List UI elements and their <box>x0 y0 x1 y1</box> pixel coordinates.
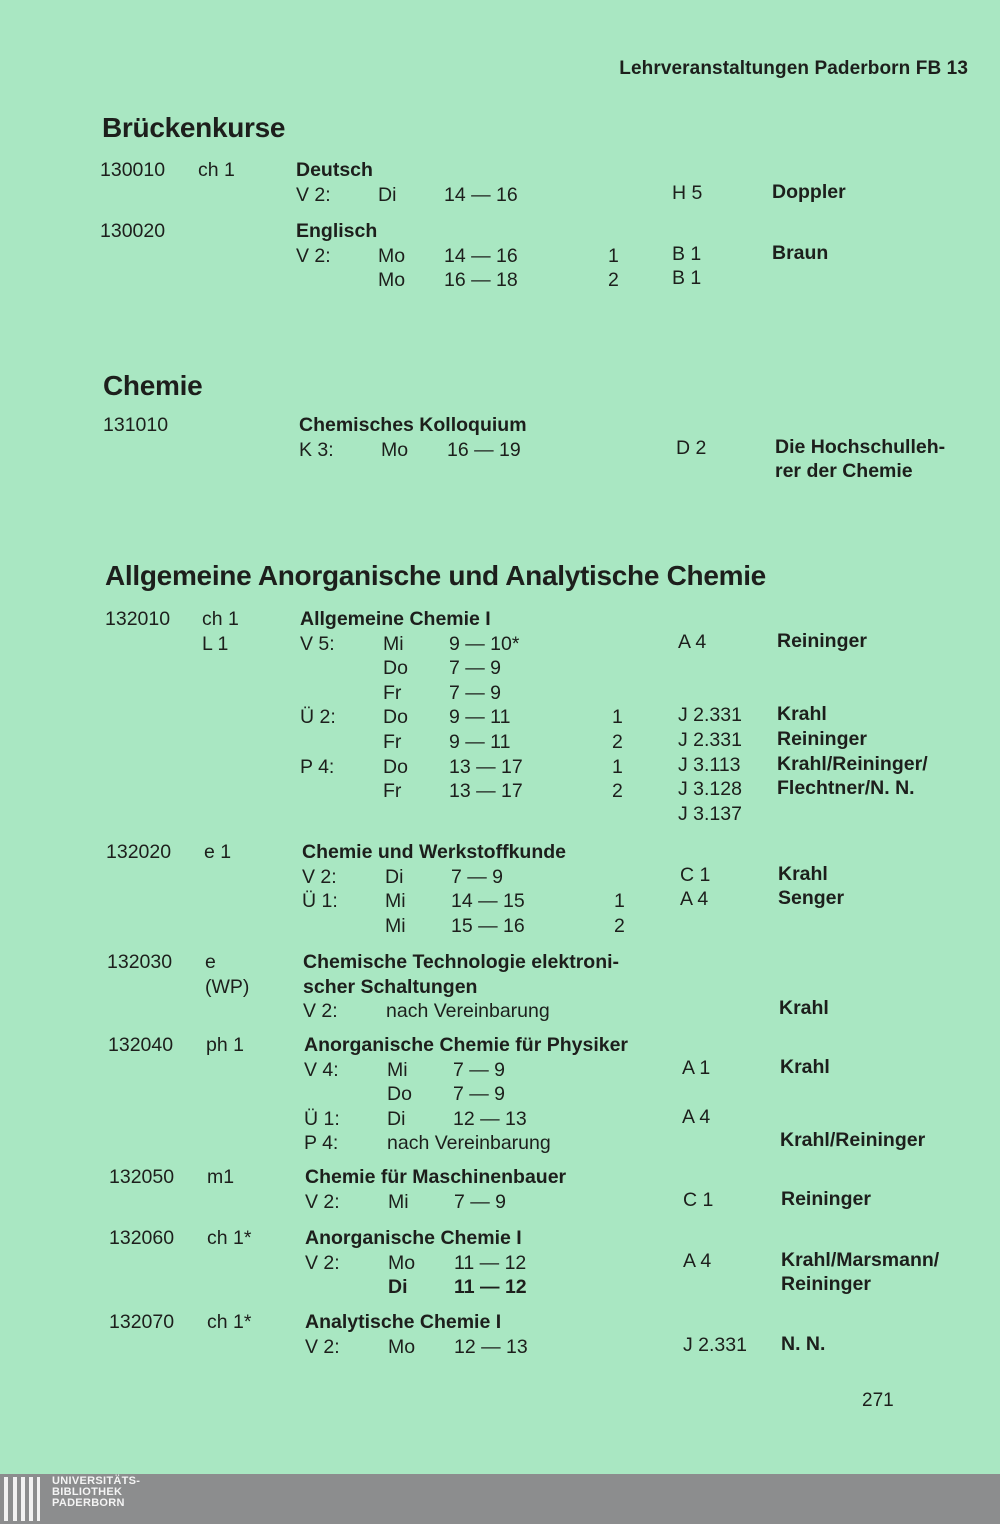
event-type: V 2: <box>296 244 331 267</box>
library-logo-icon <box>4 1477 46 1521</box>
event-day: Do <box>383 657 408 680</box>
library-logo-text: UNIVERSITÄTS- BIBLIOTHEK PADERBORN <box>52 1475 141 1509</box>
event-lecturer: Krahl/Reininger <box>780 1129 926 1152</box>
event-day: Mo <box>381 438 409 461</box>
course-title: Chemie für Maschinenbauer <box>305 1166 567 1188</box>
event-day: nach Vereinbarung <box>387 1132 551 1155</box>
event-day: Fr <box>383 681 402 704</box>
event-time: 13 — 17 <box>449 755 523 778</box>
course-title: scher Schaltungen <box>303 975 478 998</box>
course-code: ch 1* <box>207 1227 252 1249</box>
event-group: 2 <box>608 269 619 292</box>
event-room: J 2.331 <box>678 729 742 751</box>
event-day: Mi <box>385 914 406 937</box>
event-time: 7 — 9 <box>449 681 502 704</box>
event-group: 2 <box>612 780 623 803</box>
event-time: 12 — 13 <box>454 1335 528 1358</box>
course-number: 131010 <box>103 414 169 436</box>
event-day: Mi <box>383 632 404 655</box>
course-title: Allgemeine Chemie I <box>300 608 491 630</box>
event-day: Di <box>378 183 397 206</box>
event-day: Di <box>387 1107 406 1130</box>
event-room: C 1 <box>683 1188 714 1211</box>
course-title: Analytische Chemie I <box>305 1311 502 1333</box>
event-lecturer: Krahl <box>779 997 829 1020</box>
event-day: Mi <box>388 1190 409 1213</box>
event-time: 9 — 11 <box>449 731 511 753</box>
event-room: A 4 <box>683 1249 712 1272</box>
course-number: 132050 <box>109 1166 175 1188</box>
event-lecturer: Krahl <box>780 1055 830 1078</box>
course-title: Chemische Technologie elektroni- <box>303 951 620 973</box>
event-time: 7 — 9 <box>449 657 502 680</box>
event-room: B 1 <box>672 267 702 290</box>
course-code: ch 1 <box>202 608 239 630</box>
event-time: 15 — 16 <box>451 914 525 937</box>
course-title: Chemisches Kolloquium <box>299 414 527 436</box>
event-lecturer: Reininger <box>777 728 867 750</box>
event-type: V 2: <box>303 1000 338 1023</box>
event-time: 14 — 16 <box>444 183 518 206</box>
event-room: A 4 <box>682 1105 711 1128</box>
event-time: 11 — 12 <box>454 1251 527 1274</box>
event-type: V 2: <box>305 1190 340 1213</box>
event-type: Ü 1: <box>304 1107 340 1130</box>
course-title: Chemie und Werkstoffkunde <box>302 841 567 863</box>
event-day: Di <box>385 865 404 888</box>
event-day: Fr <box>383 731 402 753</box>
event-room: B 1 <box>672 242 702 265</box>
event-time: 14 — 16 <box>444 244 518 267</box>
event-room: J 2.331 <box>683 1333 747 1356</box>
event-type: V 4: <box>304 1058 339 1081</box>
course-number: 132020 <box>106 841 172 863</box>
event-room: J 3.128 <box>678 778 742 801</box>
event-lecturer: rer der Chemie <box>775 460 913 483</box>
event-time: 14 — 15 <box>451 890 525 913</box>
event-room: H 5 <box>672 181 703 204</box>
event-day: Mo <box>388 1251 416 1274</box>
event-room: J 3.113 <box>678 753 741 776</box>
event-day: Do <box>383 706 408 729</box>
event-day: Mo <box>388 1335 416 1358</box>
course-title: Anorganische Chemie für Physiker <box>304 1034 629 1056</box>
event-type: P 4: <box>304 1132 339 1155</box>
event-time: 7 — 9 <box>453 1083 506 1106</box>
event-group: 1 <box>614 890 625 913</box>
event-group: 1 <box>608 244 619 267</box>
event-day: Do <box>383 755 408 778</box>
event-type: V 2: <box>302 865 337 888</box>
event-group: 1 <box>612 706 623 729</box>
event-time: 7 — 9 <box>453 1058 506 1081</box>
section-title-brueckenkurse: Brückenkurse <box>102 112 286 143</box>
event-room: D 2 <box>676 436 707 459</box>
course-number: 130020 <box>100 220 166 242</box>
event-group: 2 <box>612 731 623 753</box>
course-title: Englisch <box>296 220 378 242</box>
course-code-secondary: (WP) <box>205 975 250 998</box>
course-code: e 1 <box>204 841 232 863</box>
library-footer <box>0 1474 1000 1524</box>
course-number: 132030 <box>107 951 173 973</box>
event-time: 7 — 9 <box>454 1190 507 1213</box>
event-time: 9 — 11 <box>449 706 511 729</box>
course-title: Anorganische Chemie I <box>305 1227 522 1249</box>
event-lecturer: Reininger <box>781 1187 871 1210</box>
event-room: A 4 <box>678 630 707 653</box>
event-lecturer: N. N. <box>781 1332 826 1355</box>
course-number: 132010 <box>105 608 171 630</box>
event-room: A 1 <box>682 1056 711 1079</box>
event-lecturer: Krahl <box>777 703 827 726</box>
event-time: 13 — 17 <box>449 780 523 803</box>
event-type: V 2: <box>305 1251 340 1274</box>
event-lecturer: Senger <box>778 887 845 910</box>
event-lecturer: Krahl/Reininger/ <box>777 752 928 775</box>
event-time: 11 — 12 <box>454 1276 527 1299</box>
event-room: J 3.137 <box>678 802 742 825</box>
event-lecturer: Die Hochschulleh- <box>775 435 946 458</box>
event-day: Mi <box>387 1058 408 1081</box>
course-number: 130010 <box>100 159 166 181</box>
event-day: Do <box>387 1083 412 1106</box>
event-day: Mo <box>378 244 406 267</box>
event-room: J 2.331 <box>678 704 742 727</box>
course-number: 132060 <box>109 1227 175 1249</box>
event-day: Di <box>388 1276 408 1299</box>
event-group: 1 <box>612 755 623 778</box>
event-lecturer: Flechtner/N. N. <box>777 777 915 800</box>
event-lecturer: Krahl/Marsmann/ <box>781 1248 940 1271</box>
course-code: ph 1 <box>206 1034 244 1056</box>
course-number: 132070 <box>109 1311 175 1333</box>
event-time: 12 — 13 <box>453 1107 527 1130</box>
event-day: Fr <box>383 780 402 803</box>
course-code: e <box>205 951 216 973</box>
section-title-chemie: Chemie <box>103 370 203 401</box>
event-time: 9 — 10* <box>449 632 520 655</box>
event-day: Mo <box>378 269 406 292</box>
section-title-allgemeine-chemie: Allgemeine Anorganische und Analytische Chemie <box>105 560 766 591</box>
page-number: 271 <box>862 1390 894 1411</box>
event-lecturer: Reininger <box>777 629 867 652</box>
event-type: V 2: <box>305 1335 340 1358</box>
event-lecturer: Krahl <box>778 862 828 885</box>
event-group: 2 <box>614 914 625 937</box>
event-time: 16 — 18 <box>444 269 518 292</box>
running-header: Lehrveranstaltungen Paderborn FB 13 <box>619 58 968 79</box>
event-type: V 2: <box>296 183 331 206</box>
event-room: A 4 <box>680 888 709 911</box>
event-day: Mi <box>385 890 406 913</box>
course-code: ch 1* <box>207 1311 252 1333</box>
course-title: Deutsch <box>296 159 373 181</box>
event-type: V 5: <box>300 632 335 655</box>
course-number: 132040 <box>108 1034 174 1056</box>
event-time: 16 — 19 <box>447 438 521 461</box>
event-type: Ü 1: <box>302 890 338 913</box>
event-lecturer: Reininger <box>781 1273 871 1296</box>
event-room: C 1 <box>680 863 711 886</box>
event-time: 7 — 9 <box>451 865 504 888</box>
event-lecturer: Braun <box>772 241 829 264</box>
event-type: K 3: <box>299 438 334 461</box>
event-day: nach Vereinbarung <box>386 1000 550 1023</box>
event-type: Ü 2: <box>300 706 336 729</box>
course-code-secondary: L 1 <box>202 632 229 655</box>
course-code: m1 <box>207 1166 235 1188</box>
event-type: P 4: <box>300 755 335 778</box>
event-lecturer: Doppler <box>772 180 846 203</box>
course-code: ch 1 <box>198 159 235 181</box>
